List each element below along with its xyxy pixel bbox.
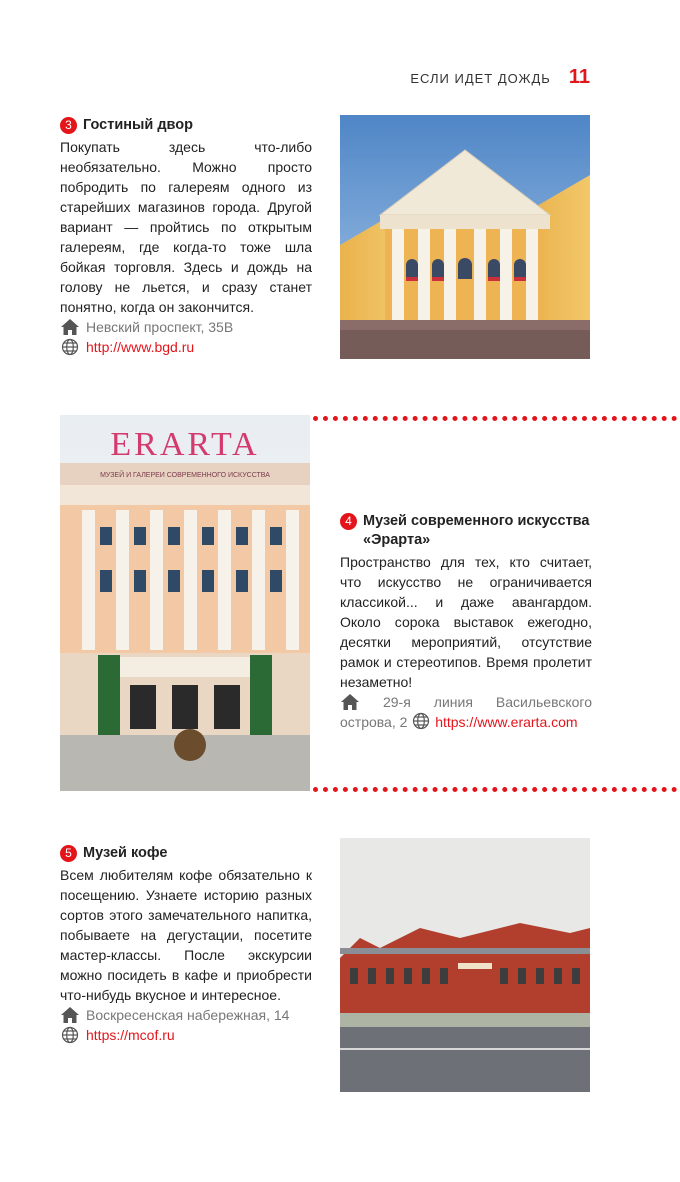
entry-number-badge: 5 <box>60 845 77 862</box>
page-number: 11 <box>568 66 590 88</box>
address-text: 29-я линия Васильевского острова, 2 <box>340 694 593 730</box>
globe-icon <box>411 713 431 730</box>
photo-gostiny-dvor <box>340 115 590 359</box>
home-icon <box>340 694 360 711</box>
dotted-divider <box>313 416 677 421</box>
photo-erarta <box>60 415 310 791</box>
home-icon <box>60 1007 80 1024</box>
entry-description: Пространство для тех, кто считает, что искусство не ограничивается классикой... и даже авангардом. Около сорока выставок ежегодно, десятки мероприятий, отсутствие рамок и стереотипов. Время пролетит незаметно! <box>340 554 592 690</box>
dotted-divider <box>313 787 677 792</box>
address-website-line <box>340 692 592 732</box>
entry-erarta <box>340 512 592 732</box>
globe-icon <box>60 1027 80 1044</box>
section-title: ЕСЛИ ИДЕТ ДОЖДЬ <box>410 71 551 86</box>
website-link[interactable]: http://www.bgd.ru <box>86 339 195 355</box>
home-icon <box>60 319 80 336</box>
address-text: Невский проспект, 35В <box>86 319 234 335</box>
address-text: Воскресенская набережная, 14 <box>86 1007 290 1023</box>
entry-gostiny-dvor <box>60 116 312 357</box>
entry-title <box>60 844 312 863</box>
website-link[interactable]: https://mcof.ru <box>86 1027 175 1043</box>
website-line <box>60 337 312 357</box>
entry-number-badge: 3 <box>60 117 77 134</box>
entry-title <box>340 512 592 550</box>
entry-coffee-museum <box>60 844 312 1045</box>
running-head <box>410 66 590 89</box>
address-line <box>60 317 312 337</box>
website-link[interactable]: https://www.erarta.com <box>435 714 578 730</box>
globe-icon <box>60 339 80 356</box>
entry-title <box>60 116 312 135</box>
erarta-subsign: МУЗЕЙ И ГАЛЕРЕИ СОВРЕМЕННОГО ИСКУССТВА <box>100 472 270 479</box>
entry-title-text: Музей кофе <box>83 845 168 861</box>
address-line <box>60 1005 312 1025</box>
photo-coffee-museum <box>340 838 590 1092</box>
entry-description: Всем любителям кофе обязательно к посещению. Узнаете историю разных сортов этого замечательного напитка, побываете на дегустации, посетите мастер-классы. После экскурсии можно посидеть в кафе и приобрести что-нибудь вкусное и интересное. <box>60 867 312 1003</box>
erarta-sign: ERARTA <box>110 426 260 463</box>
entry-number-badge: 4 <box>340 513 357 530</box>
entry-description: Покупать здесь что-либо необязательно. Можно просто побродить по галереям одного из старейших магазинов города. Другой вариант — пройтись по открытым галереям, где когда-то тоже шла бойкая торговля. Здесь и дождь на голову не льется, и сразу станет понятно, когда он закончится. <box>60 139 312 315</box>
entry-title-text: Музей современного искусства «Эрарта» <box>363 513 590 548</box>
entry-title-text: Гостиный двор <box>83 117 193 133</box>
website-line <box>60 1025 312 1045</box>
